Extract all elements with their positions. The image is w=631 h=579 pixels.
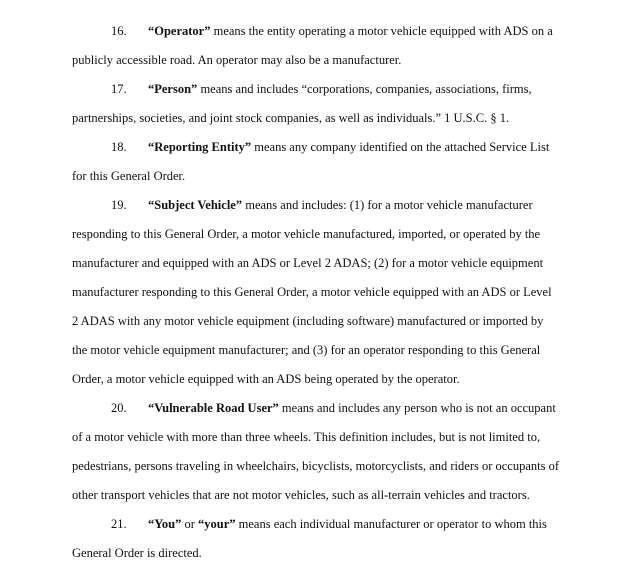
paragraph-19-line-2: responding to this General Order, a motor vehicle manufactured, imported, or operated by the bbox=[72, 227, 541, 241]
defined-term: “Vulnerable Road User” bbox=[148, 401, 279, 415]
paragraph-number: 18. bbox=[111, 140, 127, 154]
defined-term: “You” bbox=[148, 517, 182, 531]
term-joiner: or bbox=[181, 517, 199, 531]
paragraph-number: 16. bbox=[111, 24, 127, 38]
paragraph-number: 21. bbox=[111, 517, 127, 531]
paragraph-19-line-3: manufacturer and equipped with an ADS or Level 2 ADAS; (2) for a motor vehicle equipment bbox=[72, 256, 544, 270]
defined-term: “Operator” bbox=[148, 24, 211, 38]
definition-text: means each individual manufacturer or operator to whom this bbox=[235, 517, 547, 531]
definition-text: means any company identified on the attached Service List bbox=[251, 140, 550, 154]
paragraph-number: 20. bbox=[111, 401, 127, 415]
paragraph-21-line-2: General Order is directed. bbox=[72, 546, 202, 560]
paragraph-20-line-2: of a motor vehicle with more than three wheels. This definition includes, but is not limited to, bbox=[72, 430, 541, 444]
paragraph-19-line-6: the motor vehicle equipment manufacturer; and (3) for an operator responding to this General bbox=[72, 343, 541, 357]
paragraph-16-line-2: publicly accessible road. An operator may also be a manufacturer. bbox=[72, 53, 402, 67]
defined-term: “Reporting Entity” bbox=[148, 140, 252, 154]
paragraph-20-line-3: pedestrians, persons traveling in wheelchairs, bicyclists, motorcyclists, and riders or occupants of bbox=[72, 459, 560, 473]
paragraph-19-line-4: manufacturer responding to this General Order, a motor vehicle equipped with an ADS or Level bbox=[72, 285, 552, 299]
paragraph-17-line-2: partnerships, societies, and joint stock companies, as well as individuals.” 1 U.S.C. § 1. bbox=[72, 111, 510, 125]
definition-text: means and includes: (1) for a motor vehicle manufacturer bbox=[242, 198, 533, 212]
paragraph-20-line-4: other transport vehicles that are not motor vehicles, such as all-terrain vehicles and tractors. bbox=[72, 488, 530, 502]
defined-term: “Subject Vehicle” bbox=[148, 198, 243, 212]
definition-text: means and includes any person who is not an occupant bbox=[278, 401, 556, 415]
paragraph-18-line-2: for this General Order. bbox=[72, 169, 186, 183]
paragraph-number: 17. bbox=[111, 82, 127, 96]
paragraph-19-line-7: Order, a motor vehicle equipped with an ADS being operated by the operator. bbox=[72, 372, 460, 386]
definition-text: means the entity operating a motor vehicle equipped with ADS on a bbox=[210, 24, 553, 38]
paragraph-number: 19. bbox=[111, 198, 127, 212]
definition-text: means and includes “corporations, companies, associations, firms, bbox=[197, 82, 532, 96]
defined-term-2: “your” bbox=[198, 517, 236, 531]
paragraph-19-line-5: 2 ADAS with any motor vehicle equipment (including software) manufactured or imported by bbox=[72, 314, 544, 328]
defined-term: “Person” bbox=[148, 82, 198, 96]
